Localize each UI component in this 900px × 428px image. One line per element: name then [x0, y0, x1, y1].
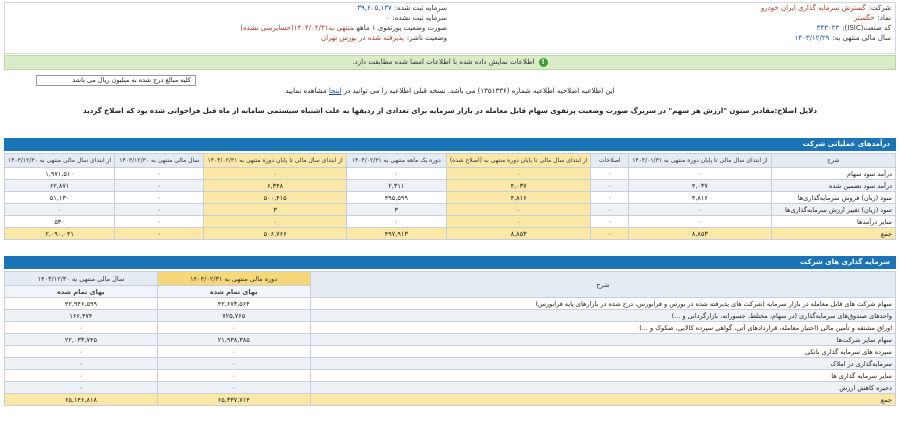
row-value: ۰ — [591, 216, 629, 228]
header-unregistered-capital: سرمایه ثبت نشده:۰ — [385, 14, 447, 22]
row-value: ۰ — [629, 168, 771, 180]
row-label: جمع — [310, 394, 895, 406]
row-value: ۰ — [157, 322, 310, 334]
row-value: ۲۱,۹۳۸,۳۸۵ — [157, 334, 310, 346]
row-label: سهام سایر شرکت‌ها — [310, 334, 895, 346]
row-value: ۰ — [157, 358, 310, 370]
row-value: ۰ — [115, 216, 204, 228]
row-value: ۰ — [115, 180, 204, 192]
row-value: ۴,۰۳۷ — [446, 180, 591, 192]
row-value: ۰ — [346, 168, 446, 180]
correction-reason: دلایل اصلاح:مقادیر ستون "ارزش هر سهم" در سربرگ صورت وضعیت پرتفوی سهام قابل معامله در بازار سرمایه برای تعدادی از ردیفها به علت اشتباه سیستمی سامانه از ماه قبل فراخوانی شده بود که اصلاح گردید — [83, 107, 817, 115]
row-label: واحدهای صندوق‌های سرمایه‌گذاری (در سهام، مختلط، جسورانه، بازارگردانی و ...) — [310, 310, 895, 322]
row-value: ۰ — [204, 168, 346, 180]
investments-table-header — [5, 272, 896, 286]
row-value: ۰ — [204, 216, 346, 228]
row-label: درآمد سود تضمین شده — [771, 180, 896, 192]
income-col-header: از ابتدای سال مالی تا پایان دوره منتهی به ۱۴۰۴/۰۱/۳۱ — [629, 154, 771, 168]
row-value: ۴,۸۱۶ — [446, 192, 591, 204]
table-row — [5, 180, 896, 192]
row-value: ۰ — [5, 322, 158, 334]
row-value: ۲۲,۰۳۳,۷۴۵ — [5, 334, 158, 346]
investments-section-title: سرمایه گذاری های شرکت — [4, 256, 896, 269]
table-row — [5, 370, 896, 382]
row-value: ۸,۸۵۳ — [446, 228, 591, 240]
table-row — [5, 334, 896, 346]
row-value: ۰ — [591, 192, 629, 204]
row-value: ۴,۰۳۷ — [629, 180, 771, 192]
table-row — [5, 310, 896, 322]
table-row — [5, 168, 896, 180]
table-row — [5, 228, 896, 240]
row-label: سایر درآمدها — [771, 216, 896, 228]
table-row — [5, 394, 896, 406]
row-value: ۰ — [115, 204, 204, 216]
row-value: ۴۲,۹۴۶,۵۹۹ — [5, 298, 158, 310]
table-row — [5, 322, 896, 334]
row-value: ۰ — [5, 370, 158, 382]
row-value: ۰ — [446, 216, 591, 228]
row-value: ۷۲۵,۷۶۵ — [157, 310, 310, 322]
row-value: ۲,۳۱۱ — [346, 180, 446, 192]
table-row — [5, 382, 896, 394]
income-table-header — [5, 154, 896, 168]
table-row — [5, 204, 896, 216]
income-col-header: سال مالی منتهی به ۱۴۰۳/۱۲/۳۰ — [115, 154, 204, 168]
row-value: ۳ — [204, 204, 346, 216]
row-value: ۵۱,۱۳۰ — [5, 192, 115, 204]
row-label: سود (زیان) تغییر ارزش سرمایه‌گذاری‌ها — [771, 204, 896, 216]
table-row — [5, 216, 896, 228]
investments-subheader: بهای تمام شده — [157, 286, 310, 298]
row-value: ۰ — [5, 346, 158, 358]
income-col-header: دوره یک ماهه منتهی به ۱۴۰۴/۰۲/۳۱ — [346, 154, 446, 168]
row-value: ۰ — [115, 228, 204, 240]
row-label: درآمد سود سهام — [771, 168, 896, 180]
header-publisher-status: وضعیت ناشر:پذیرفته شده در بورس تهران — [321, 34, 447, 42]
correction-notice: این اطلاعیه اصلاحیه اطلاعیه شماره (۱۳۵۱۳۳۶) می باشد. نسخه قبلی اطلاعیه را می توانید در اینجا مشاهده نمایید — [285, 87, 615, 95]
investments-table — [4, 271, 896, 406]
verification-banner — [4, 55, 896, 70]
row-value: ۴۹۵,۵۹۹ — [346, 192, 446, 204]
row-value: ۶۵,۱۴۶,۸۱۸ — [5, 394, 158, 406]
check-icon: ! — [539, 58, 548, 67]
row-value: ۰ — [591, 180, 629, 192]
row-value: ۵۳۰ — [5, 216, 115, 228]
row-value: ۶,۳۴۸ — [204, 180, 346, 192]
income-col-header: از ابتدای سال مالی تا پایان دوره منتهی به ۱۴۰۴/۰۲/۳۱ — [204, 154, 346, 168]
header-fiscal-year: سال مالی منتهی به:۱۴۰۳/۱۲/۲۹ — [794, 34, 891, 42]
income-section-title: درآمدهای عملیاتی شرکت — [4, 138, 896, 151]
row-value: ۱۶۶,۴۷۴ — [5, 310, 158, 322]
row-value: ۲,۰۹۰,۰۴۱ — [5, 228, 115, 240]
row-value: ۰ — [157, 346, 310, 358]
table-row — [5, 192, 896, 204]
row-label: ذخیره کاهش ارزش — [310, 382, 895, 394]
income-col-header: اصلاحات — [591, 154, 629, 168]
header-registered-capital: سرمایه ثبت شده:۳۹,۶۰۵,۱۳۷ — [357, 4, 447, 12]
row-label: سرمایه‌گذاری در املاک — [310, 358, 895, 370]
header-right-column — [449, 3, 895, 53]
row-label: سود (زیان) فروش سرمایه‌گذاری‌ها — [771, 192, 896, 204]
row-value: ۰ — [5, 204, 115, 216]
row-label: جمع — [771, 228, 896, 240]
row-value: ۰ — [346, 216, 446, 228]
header-left-column — [5, 3, 451, 53]
banner-text: اطلاعات نمایش داده شده با اطلاعات امضا شده مطابقت دارد. — [352, 58, 535, 66]
previous-version-link[interactable]: اینجا — [328, 87, 342, 95]
row-value: ۰ — [157, 370, 310, 382]
income-table — [4, 153, 896, 240]
header-company: شرکت:گسترش سرمایه گذاری ایران خودرو — [760, 4, 891, 12]
header-isic: کد صنعت(ISIC):۳۴۳۰۲۳ — [816, 24, 891, 32]
row-value: ۸,۸۵۳ — [629, 228, 771, 240]
row-value: ۰ — [115, 192, 204, 204]
header-portfolio-status: صورت وضعیت پورتفوی ۱ ماههمنتهی به۱۴۰۴/۰۲/۳۱(حسابرسی نشده) — [240, 24, 447, 32]
investments-subheader: بهای تمام شده — [5, 286, 158, 298]
investments-col-header: شرح — [310, 272, 895, 298]
row-value: ۵۰۰,۴۱۵ — [204, 192, 346, 204]
row-value: ۴۹۷,۹۱۳ — [346, 228, 446, 240]
row-label: سپرده های سرمایه گذاری بانکی — [310, 346, 895, 358]
row-value: ۰ — [591, 228, 629, 240]
row-value: ۰ — [629, 204, 771, 216]
table-row — [5, 346, 896, 358]
row-value: ۰ — [629, 216, 771, 228]
row-label: سهام شرکت های قابل معامله در بازار سرمایه (شرکت های پذیرفته شده در بورس و فرابورس، درج شده در بازارهای پایه فرابورس) — [310, 298, 895, 310]
row-label: سایر سرمایه گذاری ها — [310, 370, 895, 382]
row-value: ۰ — [591, 168, 629, 180]
row-value: ۵۰۶,۷۶۶ — [204, 228, 346, 240]
table-row — [5, 358, 896, 370]
row-value: ۰ — [5, 382, 158, 394]
table-row — [5, 298, 896, 310]
income-col-header: شرح — [771, 154, 896, 168]
row-value: ۰ — [446, 204, 591, 216]
row-value: ۶۵,۳۳۷,۷۱۴ — [157, 394, 310, 406]
row-value: ۰ — [157, 382, 310, 394]
row-value: ۰ — [446, 168, 591, 180]
row-value: ۴,۸۱۶ — [629, 192, 771, 204]
investments-col-header: سال مالی منتهی به ۱۴۰۳/۱۲/۳۰ — [5, 272, 158, 286]
row-value: ۰ — [591, 204, 629, 216]
row-value: ۴۲,۶۷۳,۵۶۴ — [157, 298, 310, 310]
investments-col-header: دوره مالی منتهی به ۱۴۰۴/۰۲/۳۱ — [157, 272, 310, 286]
row-value: ۰ — [5, 358, 158, 370]
unit-select[interactable]: کلیه مبالغ درج شده به میلیون ریال می باشد — [36, 75, 196, 86]
income-col-header: از ابتدای سال مالی منتهی به ۱۴۰۳/۱۲/۳۰ — [5, 154, 115, 168]
income-col-header: از ابتدای سال مالی تا پایان دوره منتهی به (اصلاح شده) — [446, 154, 591, 168]
row-label: اوراق مشتقه و تأمین مالی (اختیار معامله، قراردادهای آتی، گواهی سپرده کالایی، صکوک و ...) — [310, 322, 895, 334]
row-value: ۶۲,۸۷۱ — [5, 180, 115, 192]
row-value: ۱,۹۷۱,۵۱۰ — [5, 168, 115, 180]
header-symbol: نماد:خگستر — [853, 14, 891, 22]
row-value: ۳ — [346, 204, 446, 216]
report-header — [4, 2, 896, 54]
row-value: ۰ — [115, 168, 204, 180]
